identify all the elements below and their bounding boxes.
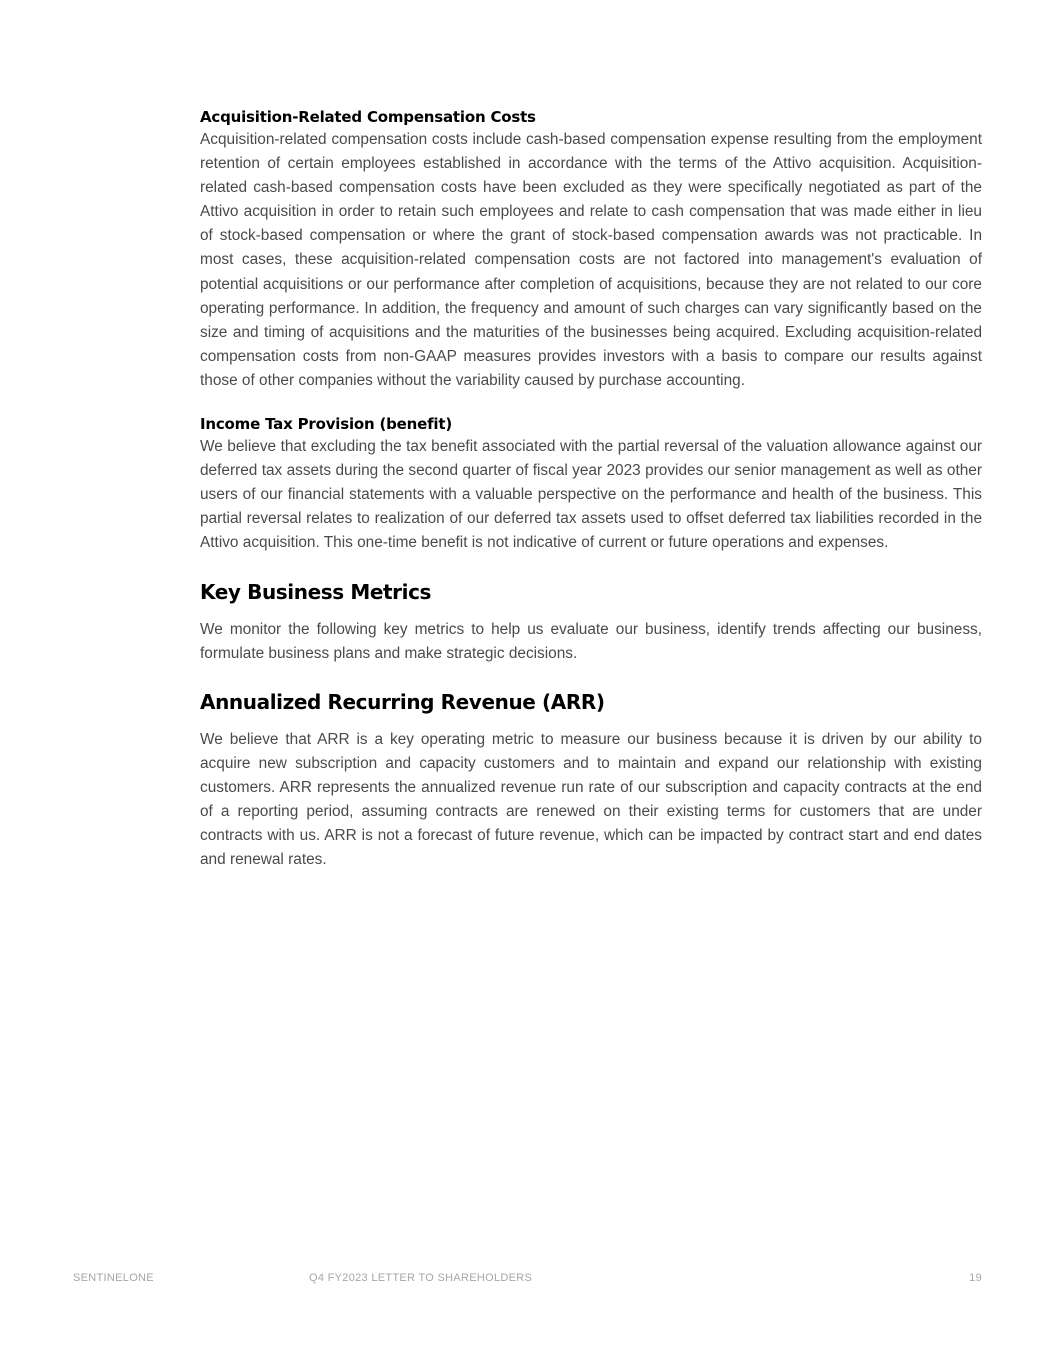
footer-company: SENTINELONE [73,1272,154,1284]
acquisition-compensation-paragraph: Acquisition-related compensation costs include cash-based compensation expense resulting from the employment retention of certain employees established in accordance with the terms of the Attivo acquisition. Acquisition-related cash-based compensation costs have been excluded as they were specifically negotiated as part of the Attivo acquisition in order to retain such employees and relate to cash compensation that was made either in lieu of stock-based compensation or where the grant of stock-based compensation awards was not practicable. In most cases, these acquisition-related compensation costs are not factored into management's evaluation of potential acquisitions or our performance after completion of acquisitions, because they are not related to our core operating performance. In addition, the frequency and amount of such charges can vary significantly based on the size and timing of acquisitions and the maturities of the businesses being acquired. Excluding acquisition-related compensation costs from non-GAAP measures provides investors with a basis to compare our results against those of other companies without the variability caused by purchase accounting. [200,131,982,389]
key-business-metrics-title: Key Business Metrics [200,579,432,604]
income-tax-heading: Income Tax Provision (benefit) [200,415,453,434]
arr-paragraph: We believe that ARR is a key operating metric to measure our business because it is driven by our ability to acquire new subscription and capacity customers and to maintain and expand our relationship with existing customers. ARR represents the annualized revenue run rate of our subscription and capacity contracts at the end of a reporting period, assuming contracts are renewed on their existing terms for customers that are under contracts with us. ARR is not a forecast of future revenue, which can be impacted by contract start and end dates and renewal rates. [200,730,982,869]
section-spacer [200,393,982,413]
income-tax-paragraph: We believe that excluding the tax benefit associated with the partial reversal of the valuation allowance against our deferred tax assets during the second quarter of fiscal year 2023 provides our senior management as well as other users of our financial statements with a valuable perspective on the performance and health of the business. This partial reversal relates to realization of our deferred tax assets used to offset deferred tax liabilities recorded in the Attivo acquisition. This one-time benefit is not indicative of current or future operations and expenses. [200,438,982,552]
arr-title: Annualized Recurring Revenue (ARR) [200,689,605,714]
acquisition-compensation-heading: Acquisition-Related Compensation Costs [200,108,536,126]
footer-document-title: Q4 FY2023 LETTER TO SHAREHOLDERS [309,1272,533,1284]
key-business-metrics-paragraph: We monitor the following key metrics to help us evaluate our business, identify trends affecting our business, formulate business plans and make strategic decisions. [200,620,982,662]
footer-page-number: 19 [969,1272,982,1284]
page-content [200,106,982,872]
